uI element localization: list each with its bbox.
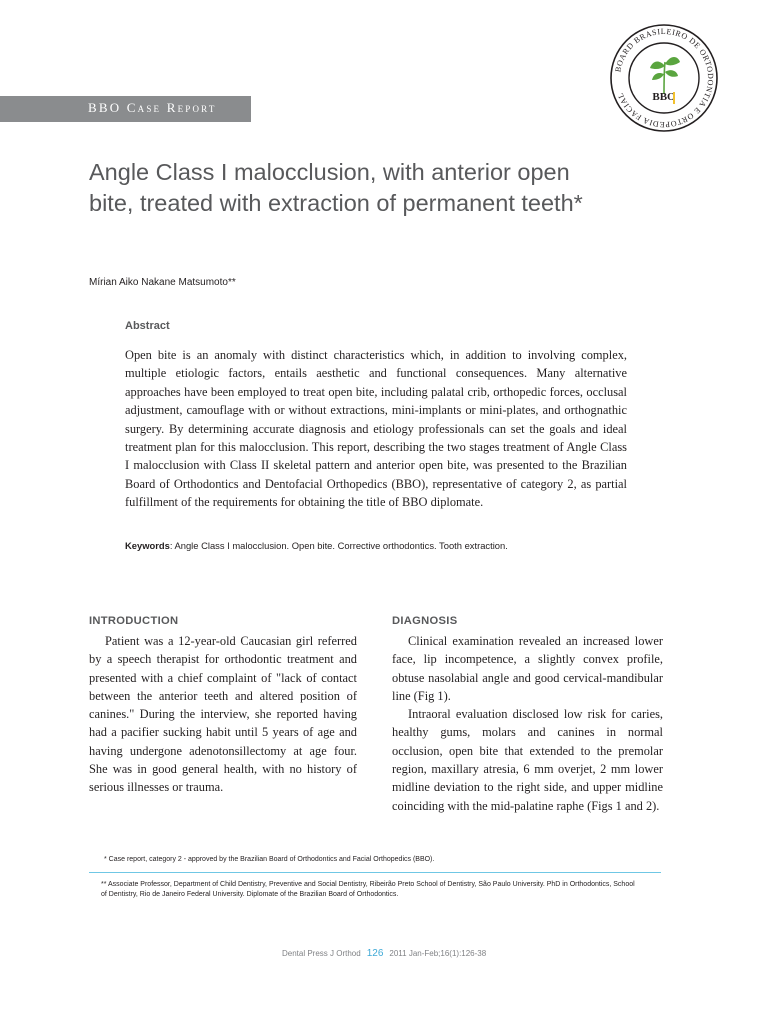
footer-journal: Dental Press J Orthod (282, 949, 361, 958)
leaf-icon (650, 57, 680, 94)
banner-text: BBO Case Report (88, 100, 217, 115)
abstract-heading: Abstract (125, 320, 170, 332)
keywords-line (125, 540, 645, 551)
section-banner (0, 96, 251, 122)
diagnosis-text-column (392, 632, 663, 815)
diagnosis-paragraph-2: Intraoral evaluation disclosed low risk for caries, healthy gums, molars and canines in normal occlusion, open bite that extended to the premolar region, maxillary atresia, 6 mm overjet, 2 mm lower midline deviation to the right side, and upper midline coinciding with the mid-palatine raphe (Figs 1 and 2). (392, 707, 663, 813)
author-name: Mírian Aiko Nakane Matsumoto** (89, 277, 236, 288)
introduction-paragraph: Patient was a 12-year-old Caucasian girl referred by a speech therapist for orthodontic treatment and presented with a chief complaint of "lack of contact between the anterior teeth and altered position of canines." During the interview, she reported having had a pacifier sucking habit until 5 years of age and having undergone adenotonsillectomy at age four. She was in good general health, with no history of serious illnesses or trauma. (89, 634, 357, 795)
keywords-text: : Angle Class I malocclusion. Open bite. Corrective orthodontics. Tooth extraction. (169, 540, 508, 551)
seal-center-text: BBO (652, 91, 676, 103)
footnote-2: ** Associate Professor, Department of Child Dentistry, Preventive and Social Dentistry, Ribeirão Preto School of Dentistry, São Paulo University. PhD in Orthodontics, School of Dentistry, Rio de Janeiro Federal University. Diplomate of the Brazilian Board of Orthodontics. (101, 881, 635, 898)
diagnosis-paragraph-1: Clinical examination revealed an increased lower face, lip incompetence, a slightly convex profile, obtuse nasolabial angle and good cervical-mandibular line (Fig 1). (392, 634, 663, 703)
bbo-seal-logo (608, 22, 720, 134)
article-title: Angle Class I malocclusion, with anterior open bite, treated with extraction of permanent teeth* (89, 159, 583, 216)
keywords-label: Keywords (125, 540, 170, 551)
introduction-heading: INTRODUCTION (89, 615, 179, 627)
abstract-text: Open bite is an anomaly with distinct characteristics which, in addition to involving complex, multiple etiologic factors, entails aesthetic and functional consequences. Many alternative approaches have been employed to treat open bite, including palatal crib, orthopedic forces, occlusal adjustment, camouflage with or without extractions, mini-implants or mini-plates, and orthognathic surgery. By determining accurate diagnosis and etiology professionals can set the goals and ideal treatment plan for this malocclusion. This report, describing the two stages treatment of Angle Class I malocclusion with Class II skeletal pattern and anterior open bite, was presented to the Brazilian Board of Orthodontics and Dentofacial Orthopedics (BBO), representative of category 2, as partial fulfillment of the requirements for obtaining the title of BBO diplomate. (125, 348, 627, 510)
introduction-text-column (89, 632, 357, 797)
footnote-divider (89, 872, 661, 873)
diagnosis-heading: DIAGNOSIS (392, 615, 458, 627)
page-number: 126 (366, 948, 384, 959)
footnote-1: * Case report, category 2 - approved by the Brazilian Board of Orthodontics and Facial Orthopedics (BBO). (104, 856, 435, 863)
page-footer (282, 948, 486, 959)
footer-citation: 2011 Jan-Feb;16(1):126-38 (389, 949, 487, 958)
svg-text:BOARD BRASILEIRO DE ORTODONTIA: BOARD BRASILEIRO DE ORTODONTIA E ORTOPEDIA FACIAL (613, 26, 716, 130)
